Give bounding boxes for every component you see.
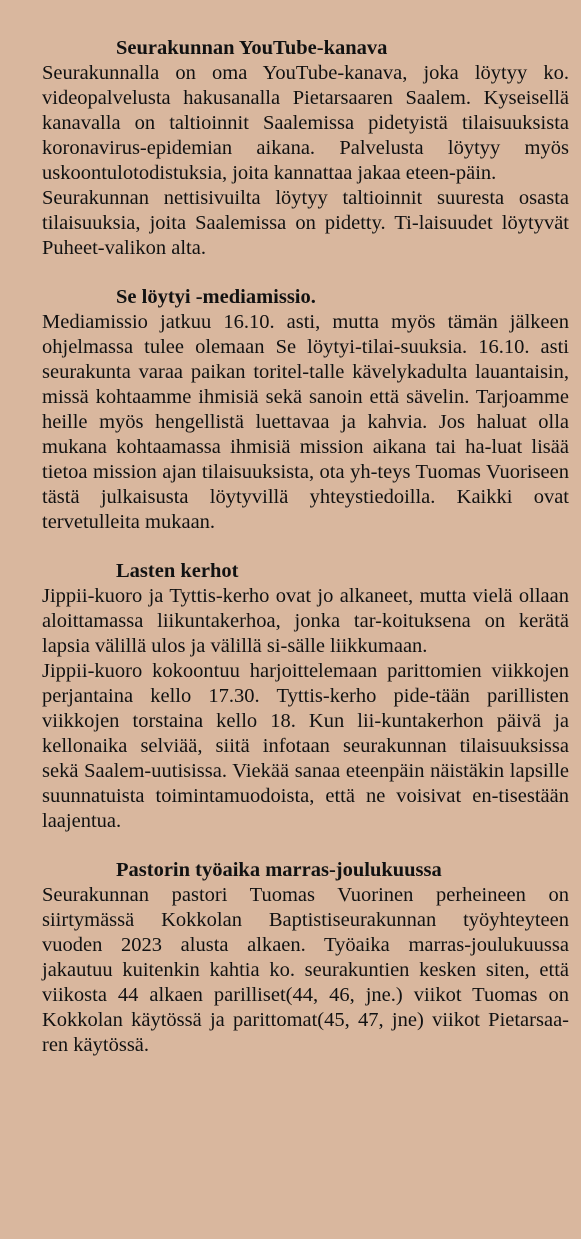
section-heading: Se löytyi -mediamissio. <box>116 286 316 308</box>
section-paragraph: Seurakunnalla on oma YouTube-kanava, joka löytyy ko. videopalvelusta hakusanalla Pietarsaaren Saalem. Kyseisellä kanavalla on taltioinnit Saalemissa pidetyistä tilaisuuksista koronavirus-epidemian aikana. Palvelusta löytyy myös uskoontulotodistuksia, joita kannattaa jakaa eteen-päin. <box>42 62 569 184</box>
section-heading: Seurakunnan YouTube-kanava <box>116 37 388 59</box>
section-pastorin-tyoaika <box>42 858 569 1058</box>
section-mediamissio <box>42 285 569 535</box>
section-youtube <box>42 36 569 261</box>
section-paragraph: Mediamissio jatkuu 16.10. asti, mutta myös tämän jälkeen ohjelmassa tulee olemaan Se löytyi-tilai-suuksia. 16.10. asti seurakunta varaa paikan toritel-talle kävelykadulta lauantaisin, missä kohtaamme ihmisiä sekä sanoin että sävelin. Tarjoamme heille myös hengellistä luettavaa ja kahvia. Jos haluat olla mukana kohtaamassa ihmisiä mission aikana tai ha-luat lisää tietoa mission ajan tilaisuuksista, ota yh-teys Tuomas Vuoriseen tästä julkaisusta löytyvillä yhteystiedoilla. Kaikki ovat tervetulleita mukaan. <box>42 311 569 533</box>
section-heading: Lasten kerhot <box>116 560 239 582</box>
section-paragraph: Seurakunnan nettisivuilta löytyy taltioinnit suuresta osasta tilaisuuksia, joita Saalemissa on pidetty. Ti-laisuudet löytyvät Puheet-valikon alta. <box>42 187 569 259</box>
section-paragraph: Jippii-kuoro kokoontuu harjoittelemaan parittomien viikkojen perjantaina kello 17.30. Tyttis-kerho pide-tään parillisten viikkojen torstaina kello 18. Kun lii-kuntakerhon päivä ja kellonaika selviää, siitä infotaan seurakunnan tilaisuuksissa sekä Saalem-uutisissa. Viekää sanaa eteenpäin näistäkin lapsille suunnatuista toimintamuodoista, että ne voisivat en-tisestään laajentua. <box>42 660 569 832</box>
section-paragraph: Seurakunnan pastori Tuomas Vuorinen perheineen on siirtymässä Kokkolan Baptistiseurakunnan työyhteyteen vuoden 2023 alusta alkaen. Työaika marras-joulukuussa jakautuu kuitenkin kahtia ko. seurakuntien kesken siten, että viikosta 44 alkaen parilliset(44, 46, jne.) viikot Tuomas on Kokkolan käytössä ja parittomat(45, 47, jne) viikot Pietarsaa-ren käytössä. <box>42 884 569 1056</box>
section-lasten-kerhot <box>42 559 569 834</box>
section-heading: Pastorin työaika marras-joulukuussa <box>116 859 442 881</box>
section-paragraph: Jippii-kuoro ja Tyttis-kerho ovat jo alkaneet, mutta vielä ollaan aloittamassa liikuntakerhoa, jonka tar-koituksena on kerätä lapsia välillä ulos ja välillä si-sälle liikkumaan. <box>42 585 569 657</box>
